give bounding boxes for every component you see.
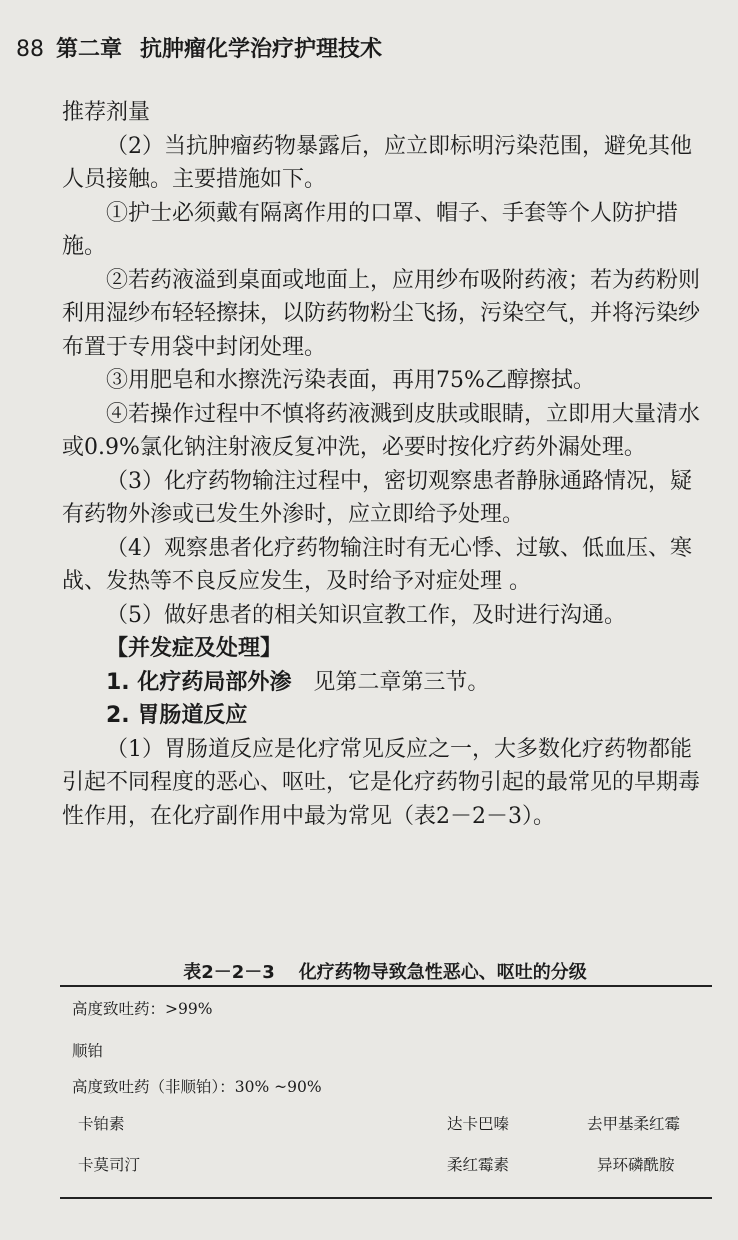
subsection-1-title: 1. 化疗药局部外渗 [106, 669, 292, 695]
table-title: 化疗药物导致急性恶心、呕吐的分级 [298, 962, 587, 983]
paragraph-exposure: （2）当抗肿瘤药物暴露后，应立即标明污染范围，避免其他人员接触。主要措施如下。 [62, 133, 692, 192]
paragraph-gi-reaction: （1）胃肠道反应是化疗常见反应之一，大多数化疗药物都能引起不同程度的恶心、呕吐，它是化疗药物引起的最常见的早期毒性作用，在化疗副作用中最为常见（表2－2－3）。 [62, 736, 701, 829]
page-header [16, 32, 382, 63]
chapter-label: 第二章 [56, 37, 123, 62]
paragraph-education: （5）做好患者的相关知识宣教工作，及时进行沟通。 [106, 602, 626, 628]
measure-item-2: ②若药液溢到桌面或地面上，应用纱布吸附药液；若为药粉则利用湿纱布轻轻擦抹，以防药物粉尘飞扬，污染空气，并将污染纱布置于专用袋中封闭处理。 [62, 267, 701, 360]
table-row-highly-emetic: 高度致吐药：>99% [72, 1000, 213, 1018]
table-cell-drug: 达卡巴嗪 [447, 1115, 510, 1133]
page-number: 88 [16, 37, 44, 62]
table-cell-drug: 卡莫司汀 [78, 1156, 141, 1174]
measure-item-4: ④若操作过程中不慎将药液溅到皮肤或眼睛，立即用大量清水或0.9%氯化钠注射液反复冲洗，必要时按化疗药外漏处理。 [62, 401, 701, 460]
table-caption [60, 958, 710, 984]
table-bottom-rule [60, 1197, 712, 1199]
body-text [62, 96, 710, 833]
paragraph-infusion-monitoring: （3）化疗药物输注过程中，密切观察患者静脉通路情况，疑有药物外渗或已发生外渗时，应立即给予处理。 [62, 468, 692, 527]
table-row-cisplatin: 顺铂 [72, 1042, 104, 1060]
subsection-2-title: 2. 胃肠道反应 [106, 703, 248, 728]
table-cell-drug: 去甲基柔红霉 [587, 1115, 681, 1133]
subsection-1-text: 见第二章第三节。 [313, 669, 490, 695]
table-cell-drug: 异环磷酰胺 [597, 1156, 675, 1174]
paragraph-recommended-dose: 推荐剂量 [62, 100, 151, 125]
paragraph-adverse-reactions: （4）观察患者化疗药物输注时有无心悸、过敏、低血压、寒战、发热等不良反应发生，及时给予对症处理 。 [62, 535, 692, 594]
subsection-extravasation [62, 666, 710, 700]
table-number: 表2－2－3 [183, 962, 275, 983]
table-top-rule [60, 985, 712, 987]
measure-item-3: ③用肥皂和水擦洗污染表面，再用75%乙醇擦拭。 [106, 368, 595, 393]
measure-item-1: ①护士必须戴有隔离作用的口罩、帽子、手套等个人防护措施。 [62, 200, 679, 259]
section-heading-complications: 【并发症及处理】 [106, 636, 283, 661]
table-cell-drug: 卡铂素 [78, 1115, 125, 1133]
chapter-title: 抗肿瘤化学治疗护理技术 [140, 37, 383, 62]
table-cell-drug: 柔红霉素 [447, 1156, 510, 1174]
table-row-highly-emetic-non-cisplatin: 高度致吐药（非顺铂）：30% ~90% [72, 1078, 322, 1096]
